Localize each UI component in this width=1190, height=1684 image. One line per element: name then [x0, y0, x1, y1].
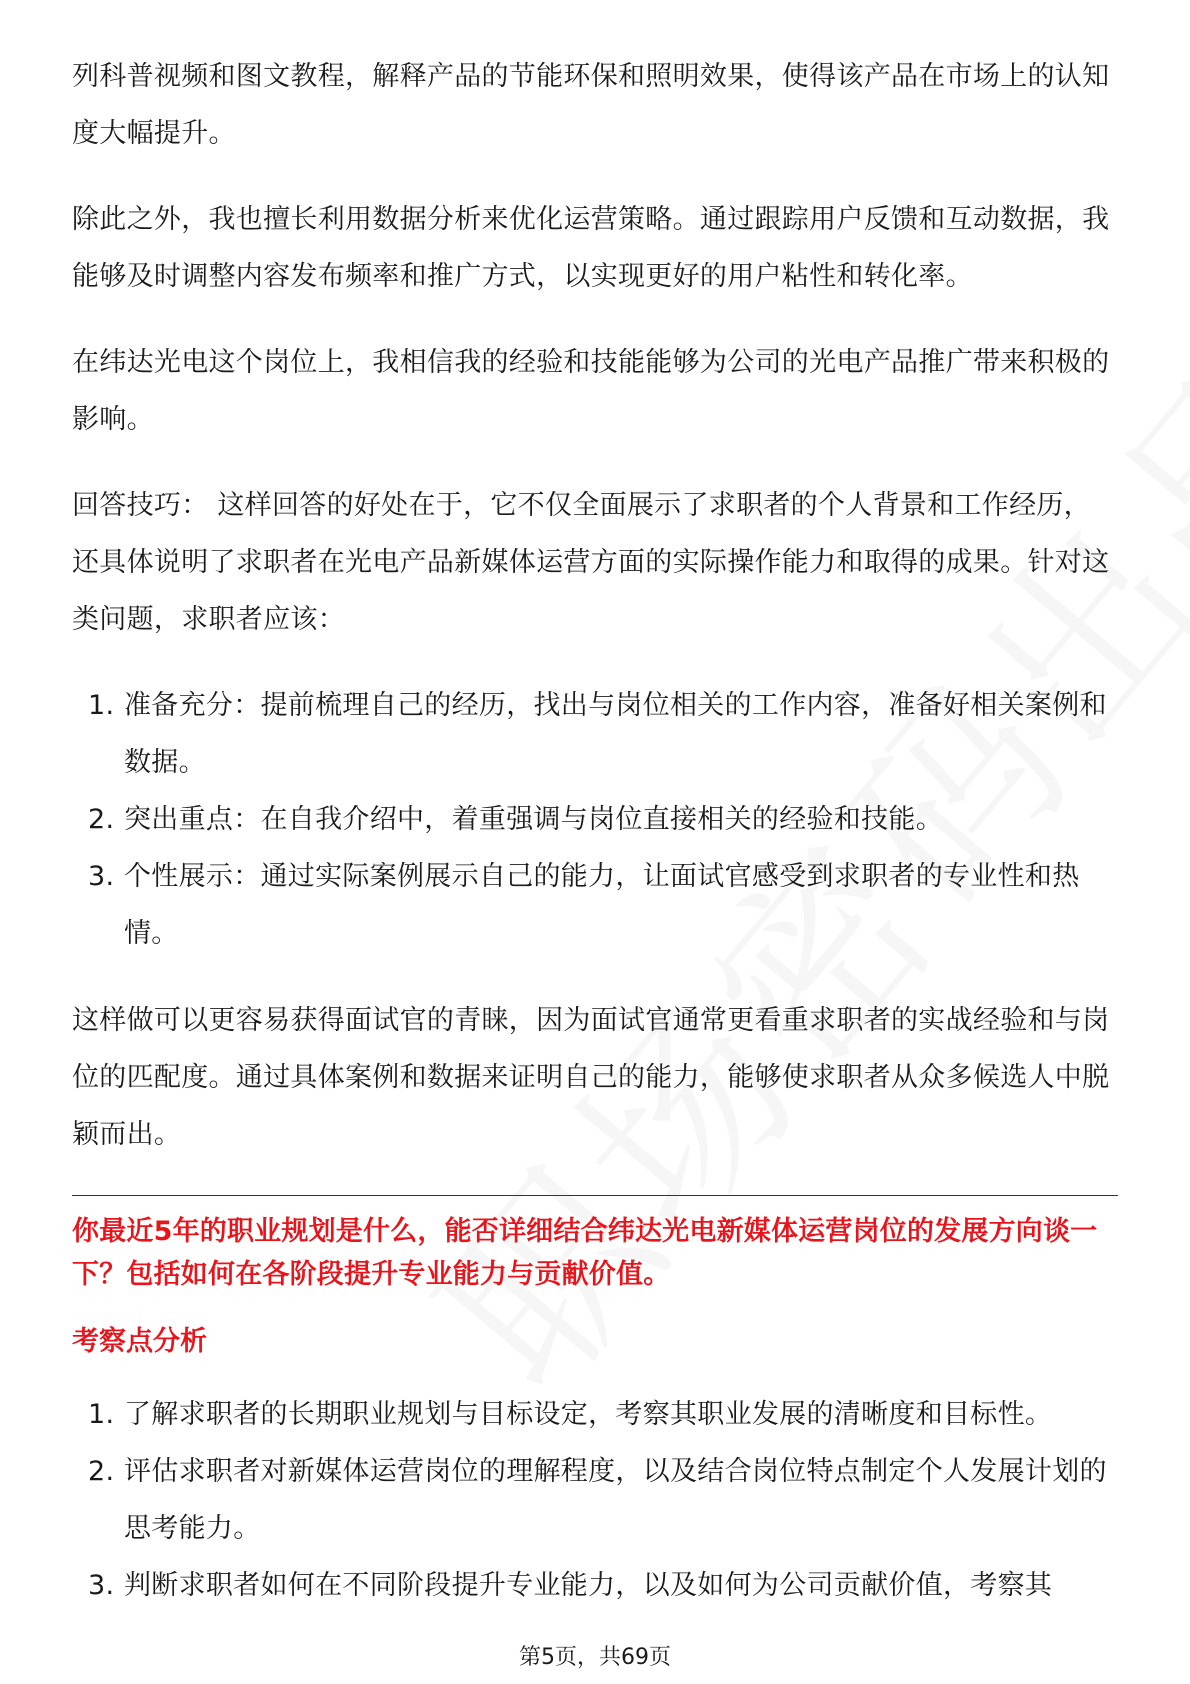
section-divider: [72, 1195, 1118, 1196]
answer-tips-paragraph: 回答技巧： 这样回答的好处在于，它不仅全面展示了求职者的个人背景和工作经历，还具体说明了求职者在光电产品新媒体运营方面的实际操作能力和取得的成果。针对这类问题，求职者应该：: [72, 490, 1110, 635]
list-item: [72, 1443, 1118, 1557]
list-number: 3.: [88, 861, 115, 892]
interview-question: 你最近5年的职业规划是什么，能否详细结合纬达光电新媒体运营岗位的发展方向谈一下？包括如何在各阶段提升专业能力与贡献价值。: [72, 1216, 1098, 1290]
analysis-heading: 考察点分析: [72, 1326, 207, 1357]
list-item-text: 准备充分：提前梳理自己的经历，找出与岗位相关的工作内容，准备好相关案例和数据。: [124, 690, 1107, 778]
list-item: [72, 1386, 1118, 1443]
tips-list: [72, 677, 1118, 962]
list-item-text: 个性展示：通过实际案例展示自己的能力，让面试官感受到求职者的专业性和热情。: [124, 861, 1080, 949]
list-item: [72, 677, 1118, 791]
list-item: [72, 848, 1118, 962]
list-number: 2.: [88, 804, 115, 835]
page-number-footer: 第5页，共69页: [519, 1645, 671, 1670]
list-item-text: 评估求职者对新媒体运营岗位的理解程度，以及结合岗位特点制定个人发展计划的思考能力。: [124, 1456, 1107, 1544]
list-item-text: 了解求职者的长期职业规划与目标设定，考察其职业发展的清晰度和目标性。: [124, 1399, 1053, 1430]
summary-paragraph: 这样做可以更容易获得面试官的青睐，因为面试官通常更看重求职者的实战经验和与岗位的匹配度。通过具体案例和数据来证明自己的能力，能够使求职者从众多候选人中脱颖而出。: [72, 1005, 1110, 1150]
paragraph: 列科普视频和图文教程，解释产品的节能环保和照明效果，使得该产品在市场上的认知度大幅提升。: [72, 61, 1110, 149]
document-page: [72, 48, 1118, 1644]
list-number: 3.: [88, 1570, 115, 1601]
list-number: 1.: [88, 690, 115, 721]
list-item-text: 判断求职者如何在不同阶段提升专业能力，以及如何为公司贡献价值，考察其: [124, 1570, 1053, 1601]
list-item-text: 突出重点：在自我介绍中，着重强调与岗位直接相关的经验和技能。: [124, 804, 943, 835]
paragraph: 除此之外，我也擅长利用数据分析来优化运营策略。通过跟踪用户反馈和互动数据，我能够及时调整内容发布频率和推广方式，以实现更好的用户粘性和转化率。: [72, 204, 1110, 292]
list-number: 2.: [88, 1456, 115, 1487]
paragraph: 在纬达光电这个岗位上，我相信我的经验和技能能够为公司的光电产品推广带来积极的影响。: [72, 347, 1110, 435]
analysis-list: [72, 1386, 1118, 1614]
list-item: [72, 1557, 1118, 1614]
list-number: 1.: [88, 1399, 115, 1430]
list-item: [72, 791, 1118, 848]
